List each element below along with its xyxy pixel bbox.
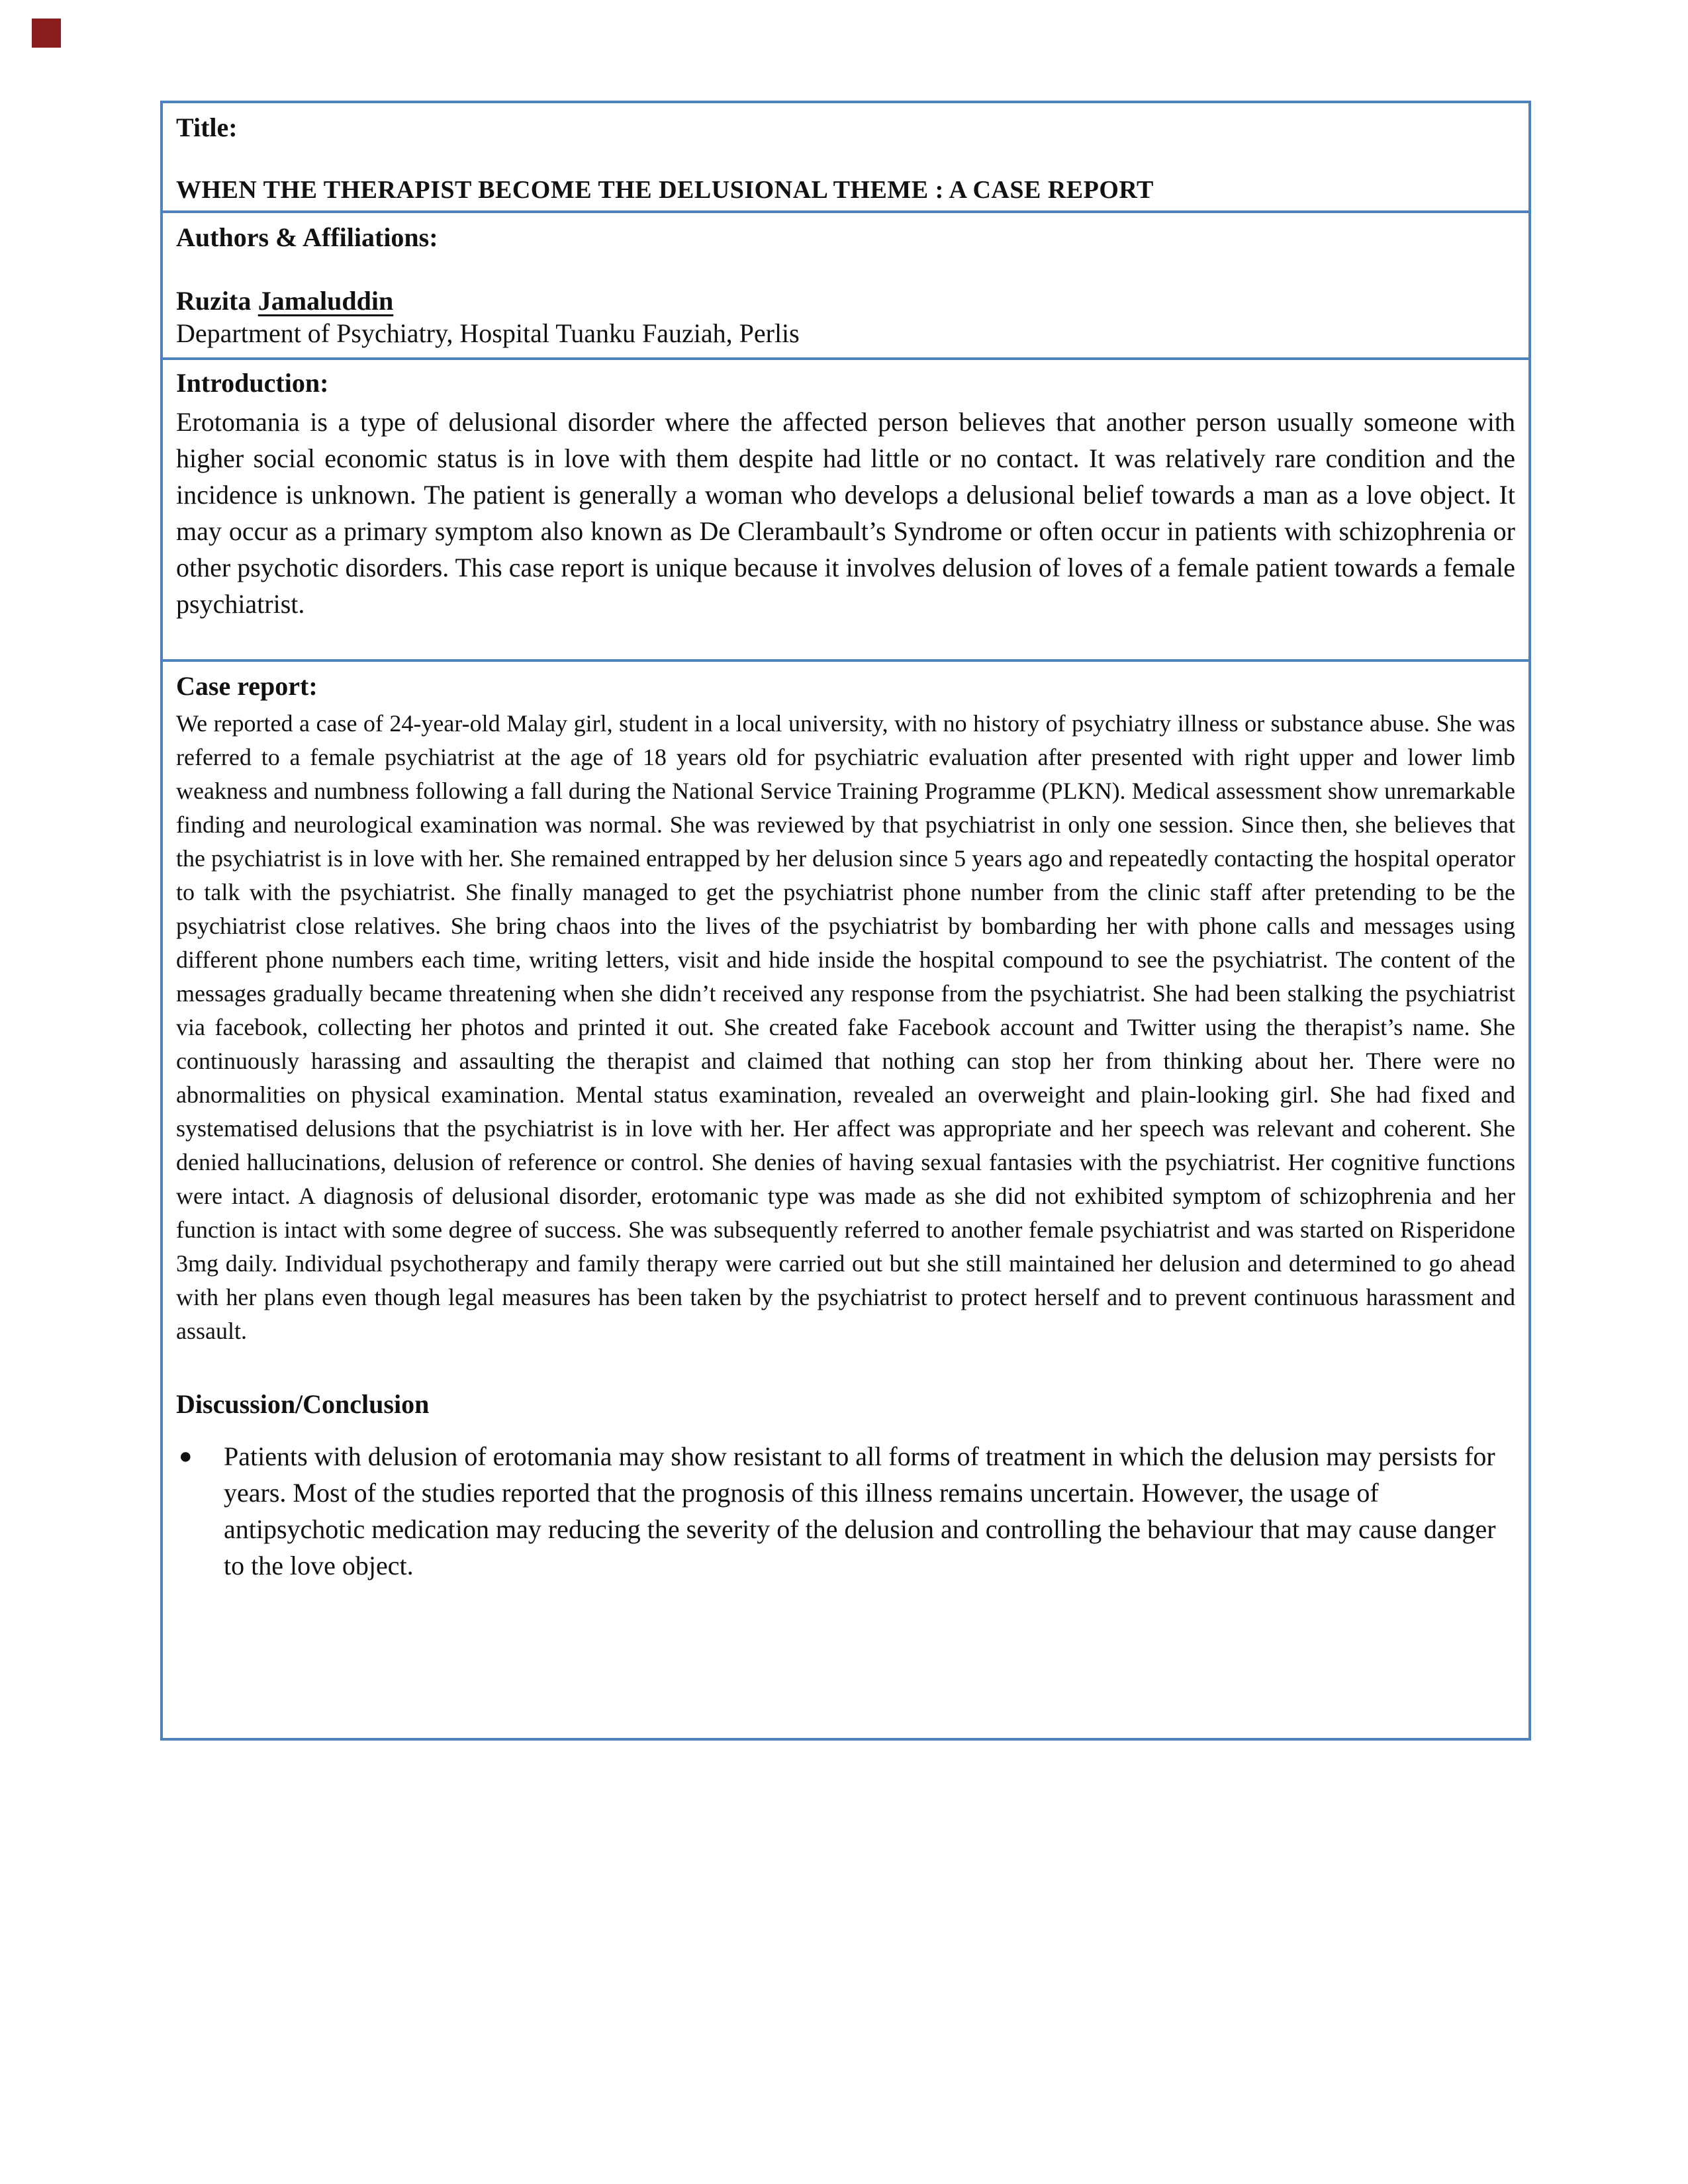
introduction-section — [160, 357, 1531, 662]
author-last-name: Jamaluddin — [258, 286, 394, 316]
title-label: Title: — [176, 113, 238, 142]
author-first-name: Ruzita — [176, 286, 252, 316]
authors-label: Authors & Affiliations: — [176, 222, 438, 252]
case-report-label: Case report: — [176, 671, 318, 701]
bullet-icon: ● — [179, 1444, 193, 1469]
authors-section — [160, 210, 1531, 360]
title-section — [160, 101, 1531, 213]
introduction-label: Introduction: — [176, 368, 329, 398]
case-report-section — [160, 659, 1531, 1741]
introduction-paragraph: Erotomania is a type of delusional disorder where the affected person believes that another person usually someone with higher social economic status is in love with them despite had little or no contact. It was relatively rare condition and the incidence is unknown. The patient is generally a woman who develops a delusional belief towards a man as a love object. It may occur as a primary symptom also known as De Clerambault’s Syndrome or often occur in patients with schizophrenia or other psychotic disorders. This case report is unique because it involves delusion of loves of a female patient towards a female psychiatrist. — [176, 407, 1515, 619]
discussion-bullet-item — [176, 1438, 1515, 1584]
discussion-conclusion-heading: Discussion/Conclusion — [176, 1389, 430, 1419]
abstract-form — [160, 101, 1531, 1741]
authors-spacer — [176, 254, 1515, 285]
author-affiliation: Department of Psychiatry, Hospital Tuanku Fauziah, Perlis — [176, 318, 800, 348]
paper-title: WHEN THE THERAPIST BECOME THE DELUSIONAL THEME : A CASE REPORT — [176, 176, 1154, 204]
author-name — [176, 285, 1515, 318]
discussion-bullet-text: Patients with delusion of erotomania may show resistant to all forms of treatment in which the delusion may persists for years. Most of the studies reported that the prognosis of this illness remains uncertain. However, the usage of antipsychotic medication may reducing the severity of the delusion and controlling the behaviour that may cause danger to the love object. — [224, 1441, 1496, 1580]
red-square-marker — [32, 19, 61, 48]
case-report-paragraph: We reported a case of 24-year-old Malay girl, student in a local university, with no history of psychiatry illness or substance abuse. She was referred to a female psychiatrist at the age of 18 years old for psychiatric evaluation after presented with right upper and lower limb weakness and numbness following a fall during the National Service Training Programme (PLKN). Medical assessment show unremarkable finding and neurological examination was normal. She was reviewed by that psychiatrist in only one session. Since then, she believes that the psychiatrist is in love with her. She remained entrapped by her delusion since 5 years ago and repeatedly contacting the hospital operator to talk with the psychiatrist. She finally managed to get the psychiatrist phone number from the clinic staff after pretending to be the psychiatrist close relatives. She bring chaos into the lives of the psychiatrist by bombarding her with phone calls and messages using different phone numbers each time, writing letters, visit and hide inside the hospital compound to see the psychiatrist. The content of the messages gradually became threatening when she didn’t received any response from the psychiatrist. She had been stalking the psychiatrist via facebook, collecting her photos and printed it out. She created fake Facebook account and Twitter using the therapist’s name. She continuously harassing and assaulting the therapist and claimed that nothing can stop her from thinking about her. There were no abnormalities on physical examination. Mental status examination, revealed an overweight and plain-looking girl. She had fixed and systematised delusions that the psychiatrist is in love with her. Her affect was appropriate and her speech was relevant and coherent. She denied hallucinations, delusion of reference or control. She denies of having sexual fantasies with the psychiatrist. Her cognitive functions were intact. A diagnosis of delusional disorder, erotomanic type was made as she did not exhibited symptom of schizophrenia and her function is intact with some degree of success. She was subsequently referred to another female psychiatrist and was started on Risperidone 3mg daily. Individual psychotherapy and family therapy were carried out but she still maintained her delusion and determined to go ahead with her plans even though legal measures has been taken by the psychiatrist to protect herself and to prevent continuous harassment and assault. — [176, 710, 1515, 1344]
